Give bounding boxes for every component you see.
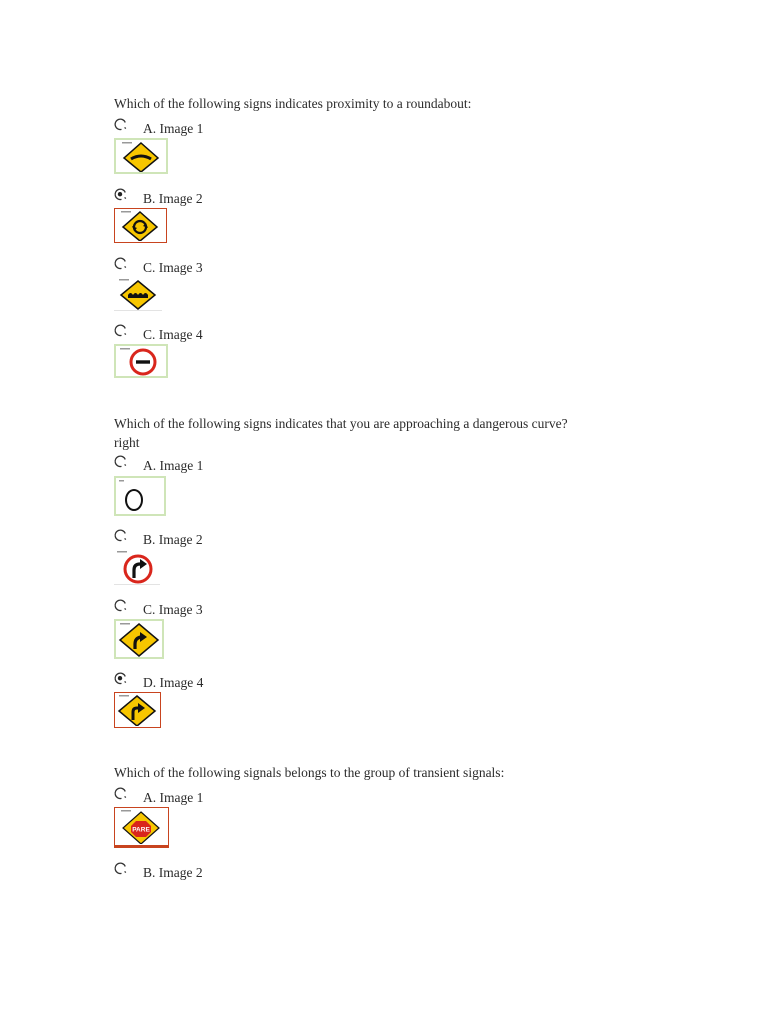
question-2-text-line2: right	[114, 435, 140, 450]
option-label-q1-b: B. Image 2	[143, 191, 203, 206]
radio-q3-b[interactable]	[113, 861, 127, 875]
option-label-q1-d: C. Image 4	[143, 327, 203, 342]
sign-roundabout-image	[114, 208, 167, 243]
sign-code-label	[119, 279, 129, 281]
radio-q1-a[interactable]	[113, 117, 127, 131]
sign-code-label	[119, 695, 129, 697]
option-label-q2-c: C. Image 3	[143, 602, 203, 617]
option-label-q1-c: C. Image 3	[143, 260, 203, 275]
sign-letter-o-image	[114, 476, 166, 516]
radio-q2-a[interactable]	[113, 454, 127, 468]
option-label-q2-b: B. Image 2	[143, 532, 203, 547]
radio-q1-c[interactable]	[113, 256, 127, 270]
sign-pare-transient-image	[114, 807, 169, 848]
option-label-q2-d: D. Image 4	[143, 675, 204, 690]
sign-code-label	[121, 810, 131, 812]
sign-speed-bump-image	[114, 138, 168, 174]
sign-code-label	[120, 623, 130, 625]
radio-q1-b[interactable]	[113, 187, 127, 201]
question-2-text-line1: Which of the following signs indicates that you are approaching a dangerous curve?	[114, 416, 568, 431]
option-label-q3-b: B. Image 2	[143, 865, 203, 880]
option-label-q3-a: A. Image 1	[143, 790, 204, 805]
question-3-text: Which of the following signals belongs to the group of transient signals:	[114, 765, 505, 780]
sign-code-label	[120, 348, 130, 350]
sign-mandatory-right-image	[114, 549, 160, 585]
option-label-q2-a: A. Image 1	[143, 458, 204, 473]
pare-sign-text: PARE	[132, 826, 150, 834]
radio-q1-d[interactable]	[113, 323, 127, 337]
question-2-text	[114, 414, 634, 452]
radio-q2-b[interactable]	[113, 528, 127, 542]
sign-code-label	[117, 551, 127, 553]
question-1-text: Which of the following signs indicates proximity to a roundabout:	[114, 96, 472, 111]
sign-code-label	[121, 211, 131, 213]
sign-code-label	[119, 480, 124, 482]
radio-q2-d[interactable]	[113, 671, 127, 685]
option-label-q1-a: A. Image 1	[143, 121, 204, 136]
sign-right-curve-image	[114, 692, 161, 728]
radio-q2-c[interactable]	[113, 598, 127, 612]
sign-code-label	[122, 142, 132, 144]
sign-no-entry-image	[114, 344, 168, 378]
radio-q3-a[interactable]	[113, 786, 127, 800]
sign-uneven-road-image	[114, 277, 162, 311]
sign-left-curve-image	[114, 619, 164, 659]
